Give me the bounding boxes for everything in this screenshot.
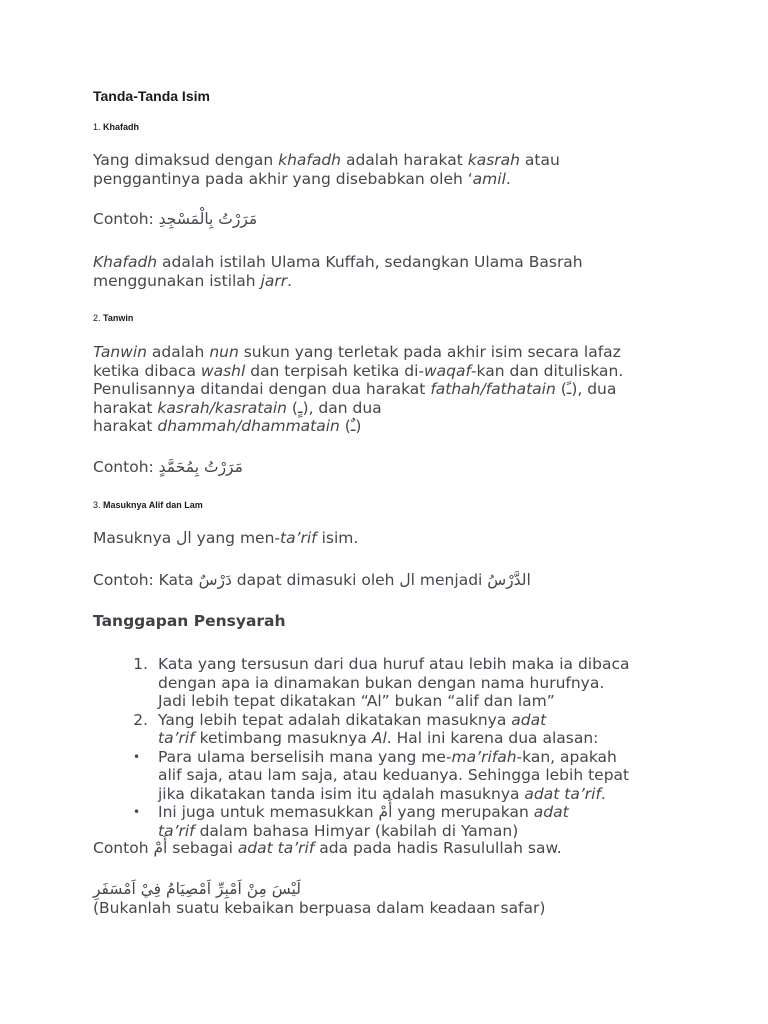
text: ketimbang masuknya bbox=[194, 729, 372, 747]
text: sebagai bbox=[167, 839, 238, 857]
list-marker: 1. bbox=[133, 655, 148, 673]
arabic-word: ال bbox=[399, 571, 415, 589]
text: (ـٍ), dan dua bbox=[287, 398, 382, 417]
text: adalah istilah Ulama Kuffah, sedangkan Ulama Basrah bbox=[157, 253, 583, 271]
term: jarr bbox=[260, 271, 288, 290]
text: Penulisannya ditandai dengan dua harakat bbox=[93, 380, 431, 398]
section-heading-tanwin bbox=[93, 313, 133, 323]
text: (ـً), dua bbox=[555, 380, 617, 398]
text: menggunakan istilah bbox=[93, 271, 261, 290]
text: -kan dan dituliskan. bbox=[470, 361, 624, 380]
text: Kata yang tersusun dari dua huruf atau lebih maka ia dibaca bbox=[158, 655, 630, 673]
list-item bbox=[93, 803, 629, 840]
arabic-word: دَرْسٌ bbox=[198, 571, 232, 589]
text: isim. bbox=[316, 529, 359, 547]
arabic-word: أَمْ bbox=[378, 803, 393, 821]
bullet-list bbox=[93, 748, 629, 841]
text: yang men- bbox=[191, 529, 280, 547]
term: Khafadh bbox=[93, 253, 158, 271]
paragraph-alif-lam bbox=[93, 529, 358, 548]
term: kasrah bbox=[467, 151, 520, 169]
arabic-example: مَرَرْتُ بِالْمَسْجِدِ bbox=[158, 210, 258, 228]
text: harakat bbox=[93, 398, 158, 417]
text: Para ulama berselisih mana yang me- bbox=[158, 747, 452, 766]
text: . Hal ini karena dua alasan: bbox=[386, 729, 599, 747]
arabic-word: أَمْ bbox=[153, 839, 168, 857]
text: Contoh bbox=[93, 839, 154, 857]
term: ma’rifah bbox=[451, 747, 517, 766]
text: adalah bbox=[146, 343, 210, 361]
text: (ـٌ) bbox=[339, 417, 362, 435]
section-title: Tanwin bbox=[103, 313, 134, 323]
term: ta’rif bbox=[280, 529, 317, 547]
hadith-arabic-text: لَيْسَ مِنْ اَمْبِرِّ اَمْصِيَامُ فِيْ اَمْسَفَرِ bbox=[93, 880, 301, 898]
section-title: Khafadh bbox=[103, 122, 140, 132]
section-title: Masuknya Alif dan Lam bbox=[103, 500, 203, 510]
text: dengan apa ia dinamakan bukan dengan nama hurufnya. bbox=[158, 673, 605, 692]
text: . bbox=[287, 271, 293, 290]
text: yang merupakan bbox=[392, 803, 534, 821]
commentary-lists bbox=[93, 655, 629, 840]
text: ada pada hadis Rasulullah saw. bbox=[314, 839, 562, 857]
text: ketika dibaca bbox=[93, 361, 201, 380]
text: alif saja, atau lam saja, atau keduanya. Sehingga lebih tepat bbox=[158, 766, 630, 784]
text: dapat dimasuki oleh bbox=[231, 571, 400, 589]
term: adat bbox=[533, 803, 569, 821]
section-heading-khafadh bbox=[93, 122, 139, 132]
term: adat ta’rif bbox=[237, 839, 315, 857]
text: adalah harakat bbox=[341, 151, 468, 169]
example-alif-lam bbox=[93, 571, 531, 590]
term: washl bbox=[200, 361, 246, 380]
example-khafadh bbox=[93, 210, 257, 229]
text: jika dikatakan tanda isim itu adalah masuknya bbox=[158, 784, 525, 803]
hadith-translation: (Bukanlah suatu kebaikan berpuasa dalam keadaan safar) bbox=[93, 899, 546, 917]
text: penggantinya pada akhir yang disebabkan oleh ‘ bbox=[93, 169, 473, 188]
section-heading-alif-lam bbox=[93, 500, 203, 510]
term: amil bbox=[472, 169, 506, 188]
text: Masuknya bbox=[93, 529, 177, 547]
arabic-word: الدَّرْسُ bbox=[487, 571, 531, 589]
text: dalam bahasa Himyar (kabilah di Yaman) bbox=[194, 821, 519, 840]
bullet-icon: • bbox=[133, 805, 141, 819]
example-label: Contoh: bbox=[93, 210, 159, 228]
term: nun bbox=[209, 343, 239, 361]
term: adat ta’rif bbox=[524, 784, 601, 803]
term: dhammah/dhammatain bbox=[157, 417, 340, 435]
paragraph-khafadh-definition bbox=[93, 151, 560, 188]
text: dan terpisah ketika di- bbox=[245, 361, 424, 380]
list-item bbox=[93, 748, 629, 804]
text: harakat bbox=[93, 417, 158, 435]
text: sukun yang terletak pada akhir isim secara lafaz bbox=[238, 343, 621, 361]
term: waqaf bbox=[423, 361, 471, 380]
text: Jadi lebih tepat dikatakan “Al” bukan “alif dan lam” bbox=[158, 692, 555, 710]
text: Yang dimaksud dengan bbox=[93, 151, 279, 169]
term: kasrah/kasratain bbox=[157, 398, 287, 417]
text: . bbox=[505, 169, 511, 188]
text: . bbox=[600, 784, 606, 803]
commentary-heading: Tanggapan Pensyarah bbox=[93, 612, 286, 630]
list-marker: 2. bbox=[133, 710, 148, 729]
term: Tanwin bbox=[93, 343, 147, 361]
section-number: 1. bbox=[93, 122, 101, 132]
numbered-list bbox=[93, 655, 629, 748]
list-item bbox=[93, 711, 629, 748]
term: fathah/fathatain bbox=[430, 380, 556, 398]
text: atau bbox=[519, 151, 560, 169]
paragraph-khafadh-jarr bbox=[93, 253, 583, 290]
arabic-word: ال bbox=[176, 529, 192, 547]
example-am-hadith bbox=[93, 839, 562, 858]
paragraph-tanwin-definition bbox=[93, 343, 623, 436]
bullet-icon: • bbox=[133, 749, 141, 764]
example-tanwin bbox=[93, 458, 243, 477]
section-number: 3. bbox=[93, 500, 101, 510]
term: khafadh bbox=[278, 151, 342, 169]
text: menjadi bbox=[415, 571, 488, 589]
text: Ini juga untuk memasukkan bbox=[158, 803, 379, 821]
section-number: 2. bbox=[93, 313, 101, 323]
term: ta’rif bbox=[158, 821, 195, 840]
term: Al bbox=[371, 729, 387, 747]
arabic-example: مَرَرْتُ بِمُحَمَّدٍ bbox=[158, 458, 243, 476]
document-title: Tanda-Tanda Isim bbox=[93, 88, 210, 104]
text: Contoh: Kata bbox=[93, 571, 199, 589]
text: -kan, apakah bbox=[516, 747, 617, 766]
list-item bbox=[93, 655, 629, 711]
example-label: Contoh: bbox=[93, 458, 159, 476]
text: Yang lebih tepat adalah dikatakan masuknya bbox=[158, 710, 512, 729]
term: adat bbox=[511, 710, 547, 729]
term: ta’rif bbox=[158, 729, 195, 747]
